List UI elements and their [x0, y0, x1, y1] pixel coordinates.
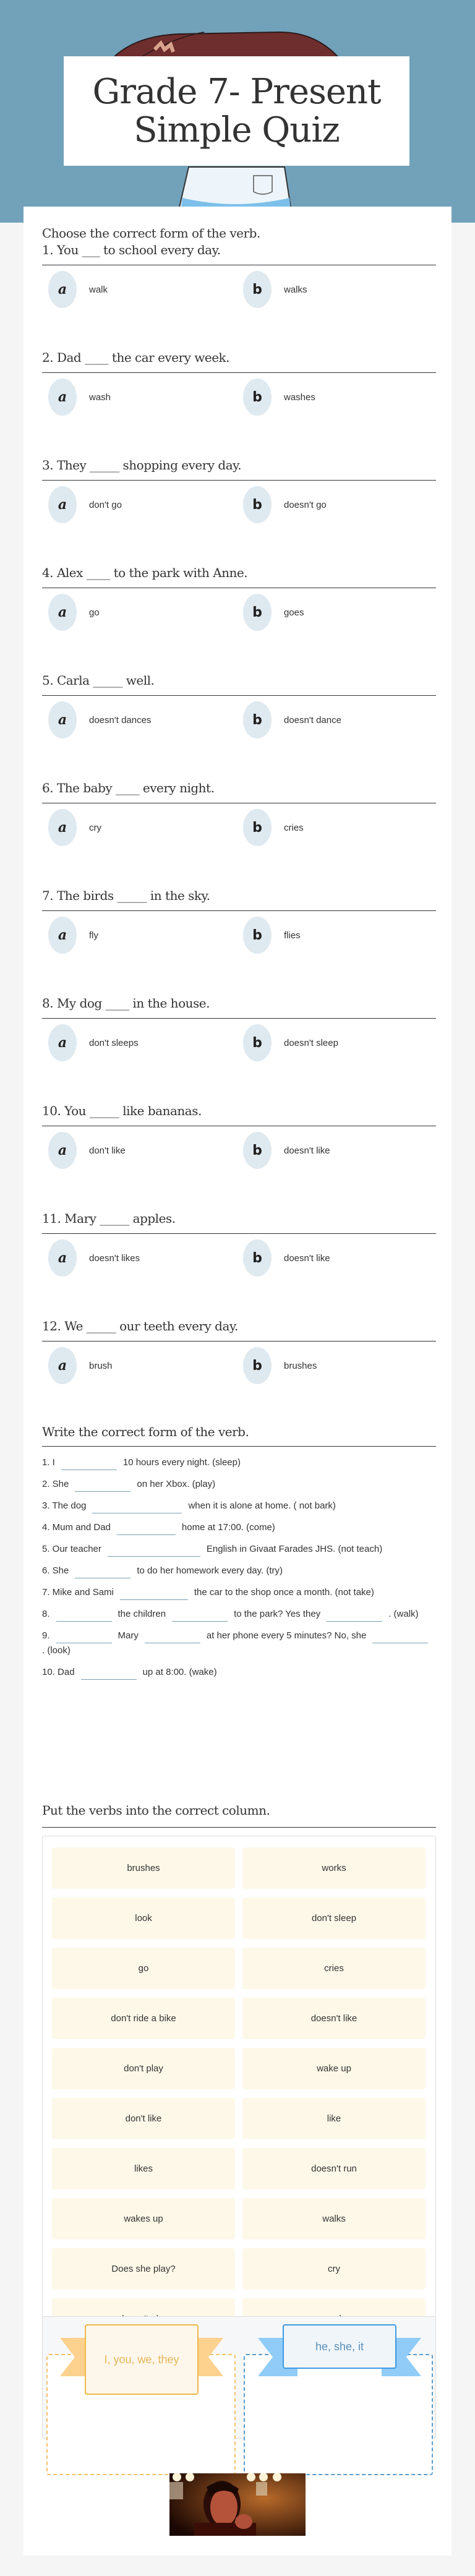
question-10: [42, 1102, 436, 1201]
fill-text: home at 17:00. (come): [181, 1522, 275, 1533]
mc-instruction: Choose the correct form of the verb.: [42, 226, 260, 241]
fill-text: . (look): [42, 1645, 71, 1656]
option-a[interactable]: [48, 708, 151, 732]
option-label: don't sleeps: [89, 1037, 139, 1048]
fill-text: . (walk): [388, 1609, 419, 1619]
fill-text: 6. She: [42, 1565, 69, 1576]
letter-a-icon: a: [48, 486, 77, 523]
option-label: brushes: [284, 1360, 317, 1371]
divider: [42, 1827, 436, 1828]
option-label: fly: [89, 930, 98, 941]
option-label: walk: [89, 284, 108, 295]
question-text: 12. We _____ our teeth every day.: [42, 1319, 238, 1333]
option-b[interactable]: [243, 923, 301, 948]
letter-a-icon: a: [48, 917, 77, 954]
letter-b-icon: b: [243, 917, 272, 954]
fill-text: 3. The dog: [42, 1500, 87, 1511]
answer-input[interactable]: [120, 1588, 188, 1600]
option-label: doesn't likes: [89, 1252, 140, 1264]
title-box: [64, 56, 409, 166]
divider: [42, 372, 436, 373]
fill-item-9: [42, 1628, 436, 1658]
answer-input[interactable]: [117, 1523, 176, 1535]
sort-columns: [42, 2316, 436, 2439]
man-thinking-gif: [169, 2473, 306, 2536]
verb-tile[interactable]: don't ride a bike: [52, 1998, 235, 2039]
fill-text: Mary: [118, 1630, 139, 1641]
answer-input[interactable]: [172, 1609, 228, 1622]
verb-tile[interactable]: brushes: [52, 1847, 235, 1889]
column-header-right: [258, 2332, 421, 2376]
sort-title: Put the verbs into the correct column.: [42, 1803, 270, 1818]
answer-input[interactable]: [327, 1609, 382, 1622]
option-label: walks: [284, 284, 307, 295]
question-2: [42, 349, 436, 448]
option-b[interactable]: [243, 600, 304, 625]
option-a[interactable]: [48, 492, 122, 517]
fill-text: when it is alone at home. ( not bark): [188, 1500, 336, 1511]
fill-in-section: [42, 1424, 436, 1687]
option-a[interactable]: [48, 1353, 113, 1378]
verb-tile[interactable]: doesn't run: [242, 2148, 426, 2189]
option-label: doesn't sleep: [284, 1037, 338, 1048]
fill-text: 4. Mum and Dad: [42, 1522, 111, 1533]
letter-b-icon: b: [243, 809, 272, 846]
verb-tile[interactable]: wake up: [242, 2048, 426, 2089]
divider: [42, 1446, 436, 1447]
column-label: he, she, it: [283, 2324, 396, 2369]
letter-a-icon: a: [48, 379, 77, 416]
letter-b-icon: b: [243, 486, 272, 523]
fill-text: 1. I: [42, 1457, 55, 1468]
divider: [42, 695, 436, 696]
letter-a-icon: a: [48, 809, 77, 846]
option-label: doesn't go: [284, 499, 327, 510]
letter-b-icon: b: [243, 379, 272, 416]
fill-text: on her Xbox. (play): [137, 1479, 216, 1489]
letter-a-icon: a: [48, 1132, 77, 1169]
option-b[interactable]: [243, 492, 327, 517]
option-a[interactable]: [48, 923, 98, 948]
option-label: brush: [89, 1360, 113, 1371]
fill-text: to the park? Yes they: [234, 1609, 321, 1619]
answer-input[interactable]: [145, 1631, 200, 1643]
question-text: 3. They _____ shopping every day.: [42, 458, 242, 473]
option-label: cries: [284, 822, 304, 833]
sort-section: [42, 1802, 436, 2395]
fill-text: 5. Our teacher: [42, 1544, 101, 1554]
verb-tile[interactable]: works: [242, 1847, 426, 1889]
option-a[interactable]: [48, 385, 111, 409]
option-b[interactable]: [243, 708, 341, 732]
question-6: [42, 779, 436, 878]
question-text: 5. Carla _____ well.: [42, 673, 155, 688]
letter-a-icon: a: [48, 701, 77, 738]
fill-item-8: [42, 1607, 436, 1622]
question-text: 1. You ___ to school every day.: [42, 242, 221, 257]
answer-input[interactable]: [75, 1566, 131, 1578]
fill-text: at her phone every 5 minutes? No, she: [206, 1630, 367, 1641]
answer-input[interactable]: [56, 1631, 112, 1643]
divider: [42, 480, 436, 481]
fill-text: the children: [118, 1609, 166, 1619]
option-label: doesn't dance: [284, 714, 341, 725]
question-text: 2. Dad ____ the car every week.: [42, 350, 230, 365]
fill-item-2: [42, 1477, 436, 1492]
answer-input[interactable]: [56, 1609, 112, 1622]
letter-b-icon: b: [243, 594, 272, 631]
question-12: [42, 1317, 436, 1416]
gif-image-icon: [169, 2473, 306, 2536]
option-label: doesn't like: [284, 1252, 330, 1264]
letter-a-icon: a: [48, 1239, 77, 1277]
option-b[interactable]: [243, 1353, 317, 1378]
fill-item-10: [42, 1665, 436, 1680]
option-label: doesn't dances: [89, 714, 152, 725]
question-7: [42, 887, 436, 986]
letter-a-icon: a: [48, 1347, 77, 1384]
option-b[interactable]: [243, 277, 307, 302]
option-label: doesn't like: [284, 1145, 330, 1156]
verb-tile[interactable]: like: [242, 2098, 426, 2139]
divider: [42, 910, 436, 911]
question-5: [42, 672, 436, 771]
verb-tile[interactable]: don't play: [52, 2048, 235, 2089]
fill-text: 10. Dad: [42, 1667, 75, 1677]
fill-item-4: [42, 1520, 436, 1535]
option-b[interactable]: [243, 1030, 338, 1055]
letter-a-icon: a: [48, 594, 77, 631]
answer-input[interactable]: [108, 1544, 200, 1557]
question-text: 6. The baby ____ every night.: [42, 781, 215, 795]
verb-tile[interactable]: doesn't like: [242, 1998, 426, 2039]
page-header: [0, 0, 475, 223]
question-text: 8. My dog ____ in the house.: [42, 996, 210, 1011]
option-a[interactable]: [48, 277, 108, 302]
fill-text: 8.: [42, 1609, 50, 1619]
question-11: [42, 1210, 436, 1309]
fill-item-1: [42, 1455, 436, 1470]
quiz-card: [24, 207, 451, 2556]
fill-text: English in Givaat Farades JHS. (not teach): [206, 1544, 383, 1554]
letter-b-icon: b: [243, 271, 272, 308]
question-8: [42, 995, 436, 1093]
option-a[interactable]: [48, 815, 101, 840]
option-a[interactable]: [48, 600, 100, 625]
fill-text: up at 8:00. (wake): [142, 1667, 217, 1677]
option-label: don't go: [89, 499, 122, 510]
question-text: 10. You _____ like bananas.: [42, 1103, 202, 1118]
verb-tile[interactable]: likes: [52, 2148, 235, 2189]
divider: [42, 1018, 436, 1019]
option-label: goes: [284, 607, 304, 618]
fill-in-title: Write the correct form of the verb.: [42, 1424, 249, 1439]
option-label: washes: [284, 392, 315, 403]
fill-item-7: [42, 1585, 436, 1600]
verb-tile[interactable]: cry: [242, 2248, 426, 2290]
answer-input[interactable]: [81, 1667, 137, 1680]
verb-tile[interactable]: don't sleep: [242, 1898, 426, 1939]
option-label: go: [89, 607, 100, 618]
verb-tile[interactable]: walks: [242, 2198, 426, 2240]
option-a[interactable]: [48, 1246, 140, 1270]
fill-item-3: [42, 1499, 436, 1513]
option-label: cry: [89, 822, 101, 833]
column-label: I, you, we, they: [85, 2324, 199, 2395]
fill-text: to do her homework every day. (try): [137, 1565, 283, 1576]
option-b[interactable]: [243, 1246, 330, 1270]
fill-text: 10 hours every night. (sleep): [122, 1457, 241, 1468]
verb-tile[interactable]: cries: [242, 1948, 426, 1989]
letter-a-icon: a: [48, 1024, 77, 1061]
divider: [42, 1233, 436, 1234]
answer-input[interactable]: [92, 1501, 182, 1513]
fill-in-list: [42, 1455, 436, 1680]
answer-input[interactable]: [61, 1458, 117, 1470]
fill-text: 9.: [42, 1630, 50, 1641]
column-header-left: [60, 2332, 223, 2376]
verb-tile[interactable]: wakes up: [52, 2198, 235, 2240]
verb-tile[interactable]: go: [52, 1948, 235, 1989]
letter-b-icon: b: [243, 1024, 272, 1061]
question-1: [42, 241, 436, 340]
question-text: 4. Alex ____ to the park with Anne.: [42, 565, 248, 580]
option-b[interactable]: [243, 385, 315, 409]
answer-input[interactable]: [372, 1631, 428, 1643]
verb-tile[interactable]: look: [52, 1898, 235, 1939]
fill-text: 7. Mike and Sami: [42, 1587, 114, 1598]
option-a[interactable]: [48, 1030, 139, 1055]
option-label: don't like: [89, 1145, 126, 1156]
fill-text: 2. She: [42, 1479, 69, 1489]
question-3: [42, 456, 436, 555]
verb-tile[interactable]: Does she play?: [52, 2248, 235, 2290]
letter-b-icon: b: [243, 1239, 272, 1277]
option-label: flies: [284, 930, 301, 941]
verb-tile[interactable]: don't like: [52, 2098, 235, 2139]
fill-item-6: [42, 1564, 436, 1578]
page-title: Grade 7- Present Simple Quiz: [92, 71, 381, 150]
letter-b-icon: b: [243, 1132, 272, 1169]
letter-b-icon: b: [243, 701, 272, 738]
question-4: [42, 564, 436, 663]
option-a[interactable]: [48, 1138, 126, 1163]
fill-text: the car to the shop once a month. (not take): [194, 1587, 374, 1598]
tile-bank: [42, 1836, 436, 2395]
letter-b-icon: b: [243, 1347, 272, 1384]
option-b[interactable]: [243, 1138, 330, 1163]
question-text: 7. The birds _____ in the sky.: [42, 888, 210, 903]
fill-item-5: [42, 1542, 436, 1557]
option-b[interactable]: [243, 815, 304, 840]
answer-input[interactable]: [75, 1479, 131, 1492]
letter-a-icon: a: [48, 271, 77, 308]
question-text: 11. Mary _____ apples.: [42, 1211, 176, 1226]
option-label: wash: [89, 392, 111, 403]
